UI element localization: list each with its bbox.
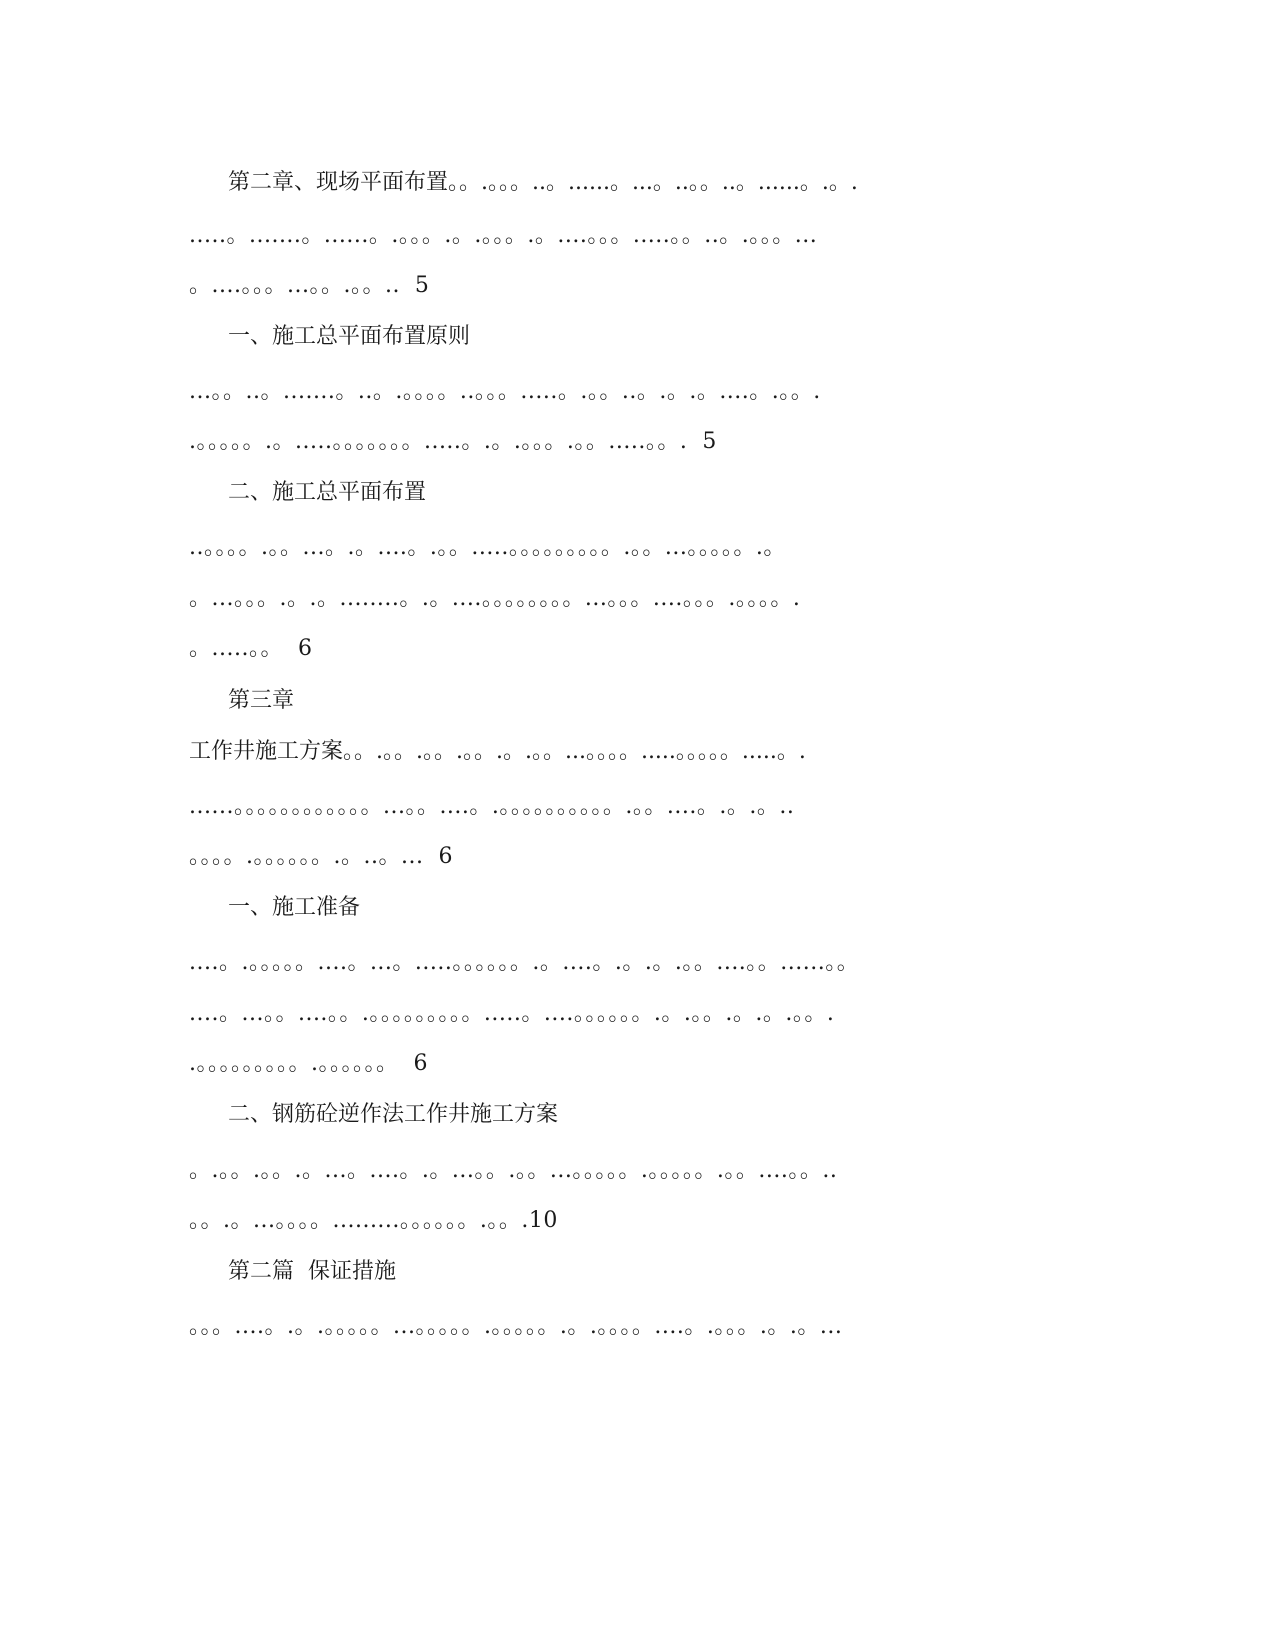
toc-entry-shaft-plan[interactable]: 工作井施工方案。。.。。.。。.。。.。.。。...。。。。.....。。。。。.....。. (189, 739, 806, 764)
toc-entry-reverse-method[interactable]: 二、钢筋砼逆作法工作井施工方案 (228, 1102, 559, 1127)
toc-entry-site-layout[interactable]: 二、施工总平面布置 (228, 480, 427, 505)
toc-page-number-line: 。.....。。 6 (189, 636, 313, 661)
toc-entry-preparation[interactable]: 一、施工准备 (228, 895, 361, 920)
toc-leader-dots: ......。。。。。。。。。。。。...。。....。.。。。。。。。。。。.。。....。.。.。.. (189, 794, 795, 819)
toc-entry-part-2[interactable]: 第二篇 保证措施 (228, 1259, 396, 1284)
toc-page-number-line: .。。。。。。。。。.。。。。。。 6 (189, 1051, 428, 1076)
toc-leader-dots: .....。.......。......。.。。。.。.。。。.。....。。。.....。。..。.。。。... (189, 223, 818, 248)
toc-leader-dots: 。.。。.。。.。...。....。.。...。。.。。...。。。。。.。。。。。.。。....。。.. (189, 1158, 838, 1183)
toc-entry-layout-principles[interactable]: 一、施工总平面布置原则 (228, 324, 471, 349)
toc-page-number-line: 。....。。。...。。.。。.. 5 (189, 273, 430, 298)
toc-leader-dots: 。。。....。.。.。。。。。...。。。。。.。。。。。.。.。。。。....。.。。。.。.。... (189, 1314, 843, 1339)
toc-page-number-line: 。。。。.。。。。。。.。..。... 6 (189, 844, 453, 869)
toc-entry-chapter-3[interactable]: 第三章 (228, 688, 295, 713)
toc-page-number-line: 。。.。...。。。。.........。。。。。。.。。.10 (189, 1208, 558, 1233)
toc-leader-dots: ....。.。。。。。....。...。.....。。。。。。.。....。.。.。.。。....。。......。。 (189, 950, 860, 975)
toc-leader-dots: 。...。。。.。.。........。.。....。。。。。。。。...。。。....。。。.。。。。. (189, 586, 801, 611)
toc-page-number-line: .。。。。。.。.....。。。。。。。.....。.。.。。。.。。.....。。. 5 (189, 429, 717, 454)
toc-leader-dots: ....。...。。....。。.。。。。。。。。。.....。....。。。。。。.。.。。.。.。.。。. (189, 1001, 835, 1026)
toc-entry-chapter-2[interactable]: 第二章、现场平面布置。。.。。。..。......。...。..。。..。......。.。. (228, 170, 858, 195)
toc-leader-dots: ...。。..。.......。..。.。。。。..。。。.....。.。。..。.。.。....。.。。. (189, 379, 821, 404)
toc-leader-dots: ..。。。。.。。...。.。....。.。。.....。。。。。。。。。.。。...。。。。。.。 (189, 535, 786, 560)
